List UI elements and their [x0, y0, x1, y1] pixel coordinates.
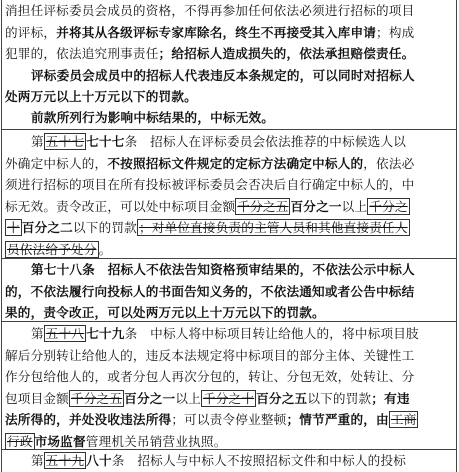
deleted-text: 员依法给予处分 [7, 241, 97, 257]
deleted-text: 千分之 [369, 198, 408, 214]
text-line [5, 22, 453, 44]
text-line [5, 281, 453, 303]
text-line [5, 0, 453, 22]
text-line [5, 345, 453, 367]
table-cell-5 [1, 450, 457, 472]
text-run: 的评标， [5, 24, 57, 40]
text-run: 条 中标人将中标项目转让给他人的，将中标项目肢 [124, 326, 419, 341]
table-cell-1b [1, 107, 457, 130]
text-line [5, 86, 453, 108]
text-run: 第 [31, 326, 44, 341]
text-run: 作分包给他人的，或者分包人再次分包的，转让、分包无效，处转让、分 [5, 369, 415, 384]
deleted-text: 千分之五 [237, 198, 289, 214]
text-line [5, 302, 453, 324]
text-run: 。 [98, 241, 112, 257]
bold-text: 第七十八条 招标人不依法告知资格预审结果的，不依法公示中标人 [31, 262, 415, 277]
table-cell-3 [1, 259, 457, 322]
table-cell-1 [1, 0, 457, 107]
text-line [5, 43, 453, 65]
deleted-text: 五十七 [45, 134, 85, 149]
text-run: 解后分别转让给他人的，违反本法规定将中标项目的部分主体、关键性工 [5, 347, 415, 363]
text-run: 以上 [175, 390, 201, 406]
bold-text: 的，不依法履行向投标人的书面告知义务的，不依法通知或者公告中标结 [5, 283, 415, 299]
bold-text: 果的，责令改正，可以处两万元以上十万元以下的罚款。 [5, 305, 325, 320]
text-run: ，依法必 [363, 155, 415, 171]
text-line [5, 323, 453, 345]
deleted-text: 工商 [390, 412, 417, 427]
bold-text: 处两万元以上十万元以下的罚款。 [5, 89, 197, 104]
text-line [5, 388, 453, 410]
text-run: 外确定中标人的， [5, 155, 108, 171]
table-cell-4 [1, 322, 457, 450]
text-line [5, 196, 453, 218]
text-line [5, 217, 453, 239]
bold-text: 评标委员会成员中的招标人代表违反本条规定的，可以同时对招标人 [31, 67, 415, 83]
bold-text: 法所得的，并处没收违法所得 [5, 412, 172, 427]
deleted-text: 五十八 [45, 326, 85, 341]
text-line [5, 107, 453, 129]
inserted-text: 百分之一 [124, 390, 176, 406]
inserted-text: 七十九 [86, 326, 125, 341]
text-run: 犯罪的，依法追究刑事责任 [5, 46, 159, 61]
text-line [5, 131, 453, 153]
inserted-text: 百分之二 [21, 220, 73, 235]
bold-text: 前款所列行为影响中标结果的，中标无效。 [31, 110, 275, 125]
bold-text: ；给招标人造成损失的，依法承担赔偿责任。 [158, 46, 415, 61]
text-line [5, 174, 453, 196]
bold-text: ；有违 [371, 390, 410, 406]
inserted-text: 百分之一 [290, 198, 342, 214]
text-line [5, 450, 453, 472]
deleted-text: 千分之五 [70, 390, 123, 406]
deleted-text: 十 [7, 220, 20, 235]
text-run: 第 [31, 453, 44, 468]
text-run: 以下的罚款 [72, 220, 137, 235]
text-line [5, 239, 453, 261]
text-run: 标无效。责令改正，可以处中标项目金额 [5, 198, 236, 214]
inserted-text: 八十 [86, 453, 112, 468]
text-run: 第 [31, 134, 44, 149]
text-line [5, 409, 453, 431]
inserted-text: 百分之五 [256, 390, 308, 406]
text-run: ；可以责令停业整顿 [171, 412, 287, 427]
table-cell-2 [1, 130, 457, 259]
deleted-text: 五十九 [45, 453, 85, 468]
text-line [5, 153, 453, 175]
text-line [5, 431, 453, 453]
bold-text: 并将其从各级评标专家库除名，终生不再接受其入库申请 [56, 24, 377, 40]
bold-text: ；情节严重的，由 [286, 412, 389, 427]
inserted-text: 七十七 [86, 134, 125, 149]
text-run: 条 招标人与中标人不按照招标文件和中标人的投标 [111, 453, 407, 468]
deleted-text: 行政 [7, 433, 33, 449]
text-run: 须进行招标的项目在所有投标被评标委员会否决后自行确定中标人的，中 [5, 177, 415, 192]
text-run: 以下的罚款 [307, 390, 372, 406]
text-run: 管理机关吊销营业执照。 [85, 433, 227, 449]
deleted-text: ；对单位直接负责的主管人员和其他直接责任人 [138, 220, 408, 235]
inserted-text: 市场监督 [34, 433, 86, 449]
text-line [5, 366, 453, 388]
text-line [5, 259, 453, 281]
text-line [5, 65, 453, 87]
text-run: 消担任评标委员会成员的资格，不得再参加任何依法必须进行招标的项目 [5, 3, 415, 18]
text-run: 包项目金额 [5, 390, 69, 406]
text-run: 以上 [341, 198, 368, 214]
deleted-text: 千分之十 [202, 390, 255, 406]
text-run: ；构成 [376, 24, 415, 40]
text-run: 条 招标人在评标委员会依法推荐的中标候选人以 [124, 134, 407, 149]
bold-text: 不按照招标文件规定的定标方法确定中标人的 [107, 155, 364, 171]
